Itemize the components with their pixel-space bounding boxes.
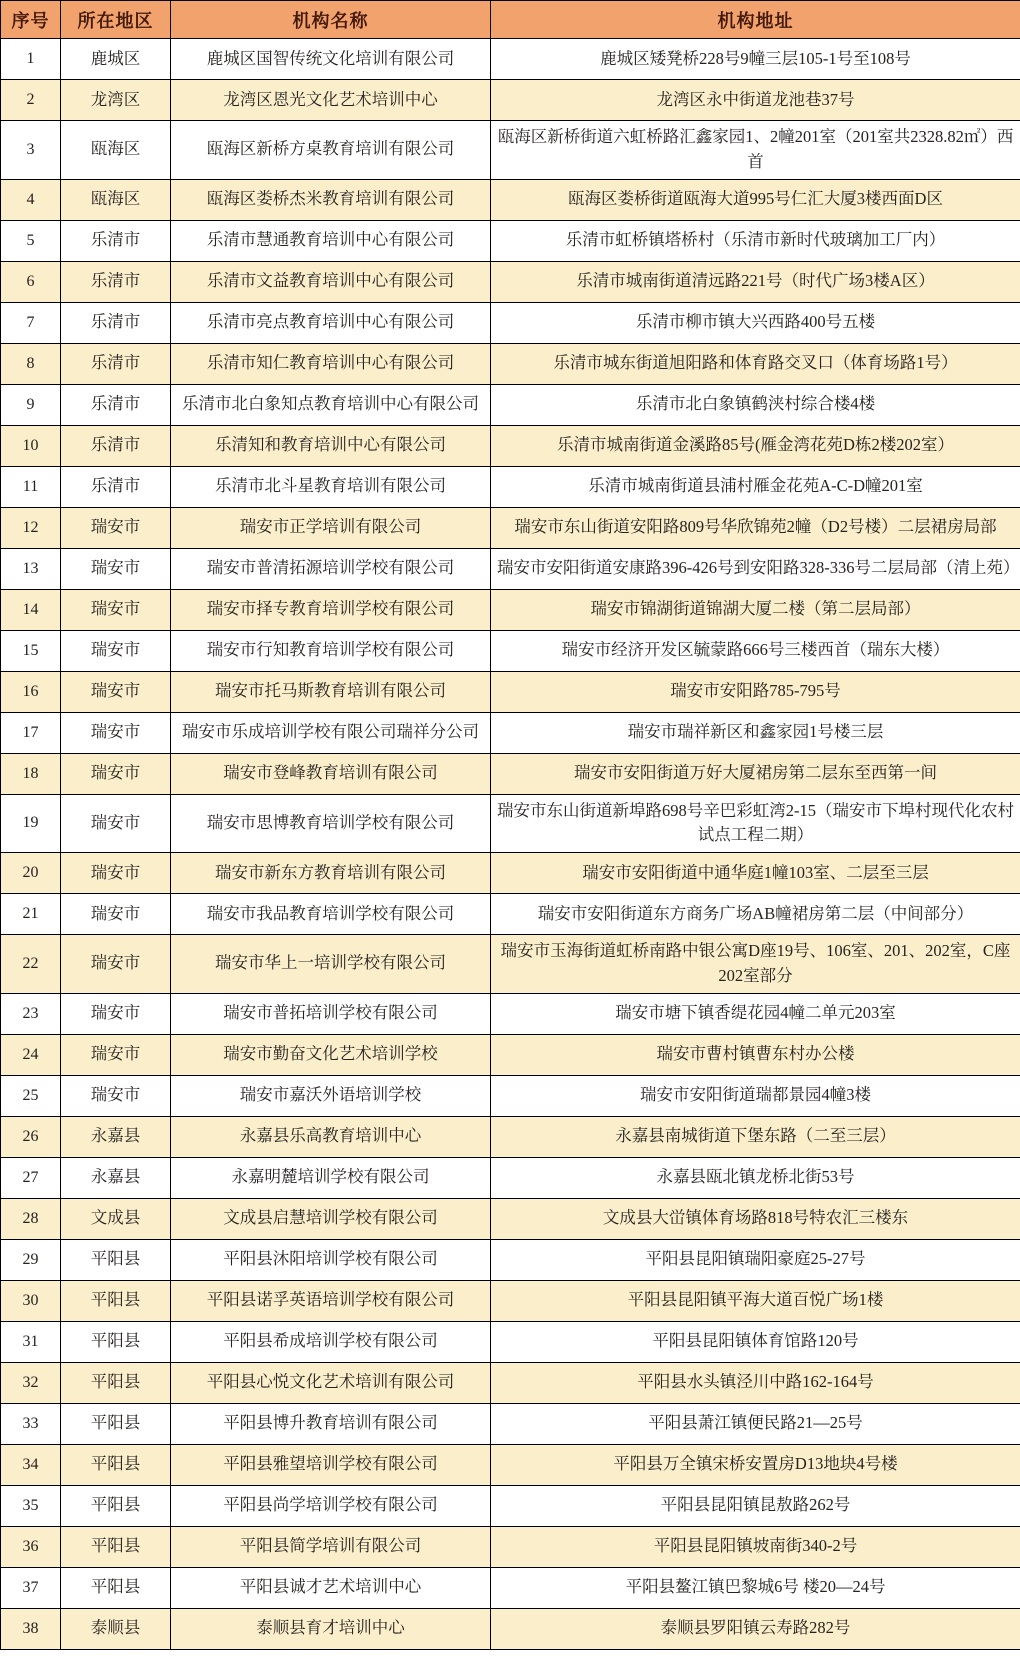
cell-institution-name: 乐清知和教育培训中心有限公司 [171, 425, 491, 466]
column-header-name: 机构名称 [171, 1, 491, 39]
table-row [1, 1526, 1020, 1567]
cell-district: 乐清市 [61, 261, 171, 302]
cell-index: 22 [1, 935, 61, 994]
cell-index: 17 [1, 712, 61, 753]
cell-district: 泰顺县 [61, 1608, 171, 1649]
cell-index: 18 [1, 753, 61, 794]
cell-district: 鹿城区 [61, 39, 171, 80]
cell-district: 平阳县 [61, 1280, 171, 1321]
cell-index: 2 [1, 80, 61, 121]
cell-institution-name: 乐清市知仁教育培训中心有限公司 [171, 343, 491, 384]
cell-institution-name: 乐清市慧通教育培训中心有限公司 [171, 220, 491, 261]
cell-district: 平阳县 [61, 1403, 171, 1444]
cell-index: 3 [1, 121, 61, 180]
cell-institution-address: 文成县大峃镇体育场路818号特农汇三楼东 [491, 1198, 1020, 1239]
cell-district: 瑞安市 [61, 935, 171, 994]
table-row [1, 794, 1020, 853]
cell-institution-address: 平阳县昆阳镇体育馆路120号 [491, 1321, 1020, 1362]
cell-index: 9 [1, 384, 61, 425]
cell-index: 26 [1, 1116, 61, 1157]
cell-index: 7 [1, 302, 61, 343]
cell-district: 永嘉县 [61, 1157, 171, 1198]
table-row [1, 1567, 1020, 1608]
table-row [1, 589, 1020, 630]
cell-institution-address: 乐清市虹桥镇塔桥村（乐清市新时代玻璃加工厂内） [491, 220, 1020, 261]
cell-institution-name: 瑞安市乐成培训学校有限公司瑞祥分公司 [171, 712, 491, 753]
column-header-address: 机构地址 [491, 1, 1020, 39]
cell-district: 瑞安市 [61, 548, 171, 589]
cell-district: 平阳县 [61, 1567, 171, 1608]
cell-institution-name: 鹿城区国智传统文化培训有限公司 [171, 39, 491, 80]
cell-institution-name: 瑞安市华上一培训学校有限公司 [171, 935, 491, 994]
cell-institution-name: 龙湾区恩光文化艺术培训中心 [171, 80, 491, 121]
cell-index: 13 [1, 548, 61, 589]
cell-index: 28 [1, 1198, 61, 1239]
cell-index: 20 [1, 853, 61, 894]
cell-district: 永嘉县 [61, 1116, 171, 1157]
table-row [1, 302, 1020, 343]
table-row [1, 507, 1020, 548]
cell-institution-name: 泰顺县育才培训中心 [171, 1608, 491, 1649]
cell-institution-name: 乐清市亮点教育培训中心有限公司 [171, 302, 491, 343]
cell-institution-name: 瑞安市托马斯教育培训有限公司 [171, 671, 491, 712]
cell-district: 瑞安市 [61, 794, 171, 853]
cell-district: 文成县 [61, 1198, 171, 1239]
cell-index: 23 [1, 993, 61, 1034]
cell-institution-name: 瑞安市普清拓源培训学校有限公司 [171, 548, 491, 589]
cell-index: 29 [1, 1239, 61, 1280]
cell-institution-address: 瑞安市曹村镇曹东村办公楼 [491, 1034, 1020, 1075]
cell-index: 36 [1, 1526, 61, 1567]
cell-index: 33 [1, 1403, 61, 1444]
cell-district: 乐清市 [61, 425, 171, 466]
table-row [1, 1608, 1020, 1649]
table-row [1, 1362, 1020, 1403]
cell-district: 乐清市 [61, 343, 171, 384]
cell-index: 27 [1, 1157, 61, 1198]
table-row [1, 1075, 1020, 1116]
cell-institution-name: 瑞安市普拓培训学校有限公司 [171, 993, 491, 1034]
table-row [1, 712, 1020, 753]
cell-index: 19 [1, 794, 61, 853]
cell-institution-address: 乐清市城南街道清远路221号（时代广场3楼A区） [491, 261, 1020, 302]
cell-district: 瑞安市 [61, 671, 171, 712]
cell-index: 5 [1, 220, 61, 261]
cell-institution-address: 瑞安市塘下镇香缇花园4幢二单元203室 [491, 993, 1020, 1034]
cell-district: 乐清市 [61, 466, 171, 507]
cell-institution-address: 瑞安市锦湖街道锦湖大厦二楼（第二层局部） [491, 589, 1020, 630]
cell-institution-name: 瑞安市思博教育培训学校有限公司 [171, 794, 491, 853]
table-row [1, 179, 1020, 220]
table-row [1, 384, 1020, 425]
table-row [1, 1444, 1020, 1485]
cell-district: 瓯海区 [61, 121, 171, 180]
cell-index: 6 [1, 261, 61, 302]
table-row [1, 1034, 1020, 1075]
cell-district: 瑞安市 [61, 507, 171, 548]
table-row [1, 1198, 1020, 1239]
cell-district: 平阳县 [61, 1362, 171, 1403]
cell-institution-address: 平阳县水头镇泾川中路162-164号 [491, 1362, 1020, 1403]
table-row [1, 1403, 1020, 1444]
cell-index: 37 [1, 1567, 61, 1608]
cell-district: 龙湾区 [61, 80, 171, 121]
cell-index: 11 [1, 466, 61, 507]
cell-institution-address: 瑞安市东山街道安阳路809号华欣锦苑2幢（D2号楼）二层裙房局部 [491, 507, 1020, 548]
cell-index: 15 [1, 630, 61, 671]
cell-district: 平阳县 [61, 1444, 171, 1485]
cell-institution-address: 瑞安市瑞祥新区和鑫家园1号楼三层 [491, 712, 1020, 753]
table-row [1, 39, 1020, 80]
cell-institution-address: 瑞安市安阳路785-795号 [491, 671, 1020, 712]
cell-district: 平阳县 [61, 1321, 171, 1362]
cell-district: 乐清市 [61, 384, 171, 425]
table-row [1, 1116, 1020, 1157]
cell-institution-name: 瑞安市登峰教育培训有限公司 [171, 753, 491, 794]
cell-district: 瑞安市 [61, 1034, 171, 1075]
table-row [1, 548, 1020, 589]
cell-institution-name: 瑞安市行知教育培训学校有限公司 [171, 630, 491, 671]
cell-institution-address: 平阳县昆阳镇平海大道百悦广场1楼 [491, 1280, 1020, 1321]
cell-district: 瑞安市 [61, 1075, 171, 1116]
cell-institution-address: 瑞安市玉海街道虹桥南路中银公寓D座19号、106室、201、202室，C座202室部分 [491, 935, 1020, 994]
table-row [1, 630, 1020, 671]
cell-institution-address: 乐清市城南街道县浦村雁金花苑A-C-D幢201室 [491, 466, 1020, 507]
cell-institution-name: 平阳县希成培训学校有限公司 [171, 1321, 491, 1362]
cell-institution-name: 瓯海区新桥方桌教育培训有限公司 [171, 121, 491, 180]
cell-institution-address: 平阳县萧江镇便民路21—25号 [491, 1403, 1020, 1444]
cell-institution-address: 瓯海区娄桥街道瓯海大道995号仁汇大厦3楼西面D区 [491, 179, 1020, 220]
cell-index: 12 [1, 507, 61, 548]
cell-institution-address: 永嘉县南城街道下堡东路（二至三层） [491, 1116, 1020, 1157]
cell-district: 平阳县 [61, 1485, 171, 1526]
cell-institution-address: 乐清市北白象镇鹤浃村综合楼4楼 [491, 384, 1020, 425]
cell-district: 瑞安市 [61, 894, 171, 935]
cell-index: 30 [1, 1280, 61, 1321]
cell-institution-name: 乐清市北斗星教育培训有限公司 [171, 466, 491, 507]
cell-index: 21 [1, 894, 61, 935]
cell-index: 14 [1, 589, 61, 630]
cell-institution-address: 乐清市城南街道金溪路85号(雁金湾花苑D栋2楼202室） [491, 425, 1020, 466]
cell-institution-address: 瑞安市安阳街道中通华庭1幢103室、二层至三层 [491, 853, 1020, 894]
cell-institution-address: 瑞安市安阳街道万好大厦裙房第二层东至西第一间 [491, 753, 1020, 794]
table-row [1, 894, 1020, 935]
cell-index: 31 [1, 1321, 61, 1362]
cell-institution-address: 平阳县昆阳镇昆敖路262号 [491, 1485, 1020, 1526]
cell-institution-address: 乐清市柳市镇大兴西路400号五楼 [491, 302, 1020, 343]
cell-institution-address: 泰顺县罗阳镇云寿路282号 [491, 1608, 1020, 1649]
cell-institution-address: 平阳县鳌江镇巴黎城6号 楼20—24号 [491, 1567, 1020, 1608]
cell-district: 瑞安市 [61, 712, 171, 753]
table-row [1, 343, 1020, 384]
table-row [1, 261, 1020, 302]
cell-institution-address: 瑞安市安阳街道安康路396-426号到安阳路328-336号二层局部（清上苑） [491, 548, 1020, 589]
cell-index: 10 [1, 425, 61, 466]
cell-institution-address: 龙湾区永中街道龙池巷37号 [491, 80, 1020, 121]
cell-institution-name: 瑞安市我品教育培训学校有限公司 [171, 894, 491, 935]
cell-district: 平阳县 [61, 1239, 171, 1280]
table-row [1, 1321, 1020, 1362]
table-row [1, 1485, 1020, 1526]
cell-institution-name: 平阳县简学培训有限公司 [171, 1526, 491, 1567]
table-row [1, 1280, 1020, 1321]
table-row [1, 80, 1020, 121]
table-row [1, 425, 1020, 466]
table-row [1, 121, 1020, 180]
table-row [1, 671, 1020, 712]
cell-institution-address: 平阳县万全镇宋桥安置房D13地块4号楼 [491, 1444, 1020, 1485]
cell-institution-name: 乐清市文益教育培训中心有限公司 [171, 261, 491, 302]
cell-institution-address: 平阳县昆阳镇瑞阳豪庭25-27号 [491, 1239, 1020, 1280]
table-row [1, 753, 1020, 794]
table-row [1, 1157, 1020, 1198]
table-row [1, 466, 1020, 507]
cell-index: 32 [1, 1362, 61, 1403]
column-header-district: 所在地区 [61, 1, 171, 39]
table-header-row [1, 1, 1020, 39]
cell-institution-address: 平阳县昆阳镇坡南街340-2号 [491, 1526, 1020, 1567]
cell-institution-name: 永嘉县乐高教育培训中心 [171, 1116, 491, 1157]
table-row [1, 220, 1020, 261]
cell-index: 4 [1, 179, 61, 220]
cell-district: 平阳县 [61, 1526, 171, 1567]
cell-institution-name: 平阳县诚才艺术培训中心 [171, 1567, 491, 1608]
cell-institution-address: 瑞安市安阳街道瑞都景园4幢3楼 [491, 1075, 1020, 1116]
cell-index: 34 [1, 1444, 61, 1485]
cell-institution-address: 瑞安市经济开发区毓蒙路666号三楼西首（瑞东大楼） [491, 630, 1020, 671]
cell-institution-name: 瑞安市正学培训有限公司 [171, 507, 491, 548]
cell-institution-address: 永嘉县瓯北镇龙桥北街53号 [491, 1157, 1020, 1198]
cell-institution-name: 永嘉明麓培训学校有限公司 [171, 1157, 491, 1198]
cell-institution-name: 平阳县心悦文化艺术培训有限公司 [171, 1362, 491, 1403]
table-row [1, 853, 1020, 894]
cell-index: 35 [1, 1485, 61, 1526]
cell-institution-name: 乐清市北白象知点教育培训中心有限公司 [171, 384, 491, 425]
cell-institution-address: 瓯海区新桥街道六虹桥路汇鑫家园1、2幢201室（201室共2328.82㎡）西首 [491, 121, 1020, 180]
cell-index: 8 [1, 343, 61, 384]
cell-institution-name: 平阳县尚学培训学校有限公司 [171, 1485, 491, 1526]
cell-index: 25 [1, 1075, 61, 1116]
cell-index: 16 [1, 671, 61, 712]
table-row [1, 935, 1020, 994]
cell-district: 乐清市 [61, 302, 171, 343]
cell-index: 1 [1, 39, 61, 80]
cell-institution-name: 瑞安市勤奋文化艺术培训学校 [171, 1034, 491, 1075]
cell-institution-name: 瑞安市择专教育培训学校有限公司 [171, 589, 491, 630]
cell-institution-address: 瑞安市东山街道新埠路698号辛巴彩虹湾2-15（瑞安市下埠村现代化农村试点工程二期） [491, 794, 1020, 853]
cell-institution-address: 鹿城区矮凳桥228号9幢三层105-1号至108号 [491, 39, 1020, 80]
cell-index: 24 [1, 1034, 61, 1075]
cell-institution-name: 平阳县雅望培训学校有限公司 [171, 1444, 491, 1485]
cell-institution-address: 乐清市城东街道旭阳路和体育路交叉口（体育场路1号） [491, 343, 1020, 384]
cell-index: 38 [1, 1608, 61, 1649]
cell-district: 瑞安市 [61, 589, 171, 630]
cell-district: 瑞安市 [61, 853, 171, 894]
cell-institution-name: 瑞安市嘉沃外语培训学校 [171, 1075, 491, 1116]
cell-district: 瑞安市 [61, 630, 171, 671]
cell-district: 瑞安市 [61, 993, 171, 1034]
cell-institution-name: 瓯海区娄桥杰米教育培训有限公司 [171, 179, 491, 220]
table-row [1, 1239, 1020, 1280]
cell-institution-name: 平阳县沐阳培训学校有限公司 [171, 1239, 491, 1280]
cell-institution-name: 文成县启慧培训学校有限公司 [171, 1198, 491, 1239]
cell-institution-name: 瑞安市新东方教育培训有限公司 [171, 853, 491, 894]
cell-institution-name: 平阳县诺孚英语培训学校有限公司 [171, 1280, 491, 1321]
cell-institution-name: 平阳县博升教育培训有限公司 [171, 1403, 491, 1444]
cell-district: 瓯海区 [61, 179, 171, 220]
cell-district: 瑞安市 [61, 753, 171, 794]
table-row [1, 993, 1020, 1034]
cell-institution-address: 瑞安市安阳街道东方商务广场AB幢裙房第二层（中间部分） [491, 894, 1020, 935]
cell-district: 乐清市 [61, 220, 171, 261]
column-header-index: 序号 [1, 1, 61, 39]
